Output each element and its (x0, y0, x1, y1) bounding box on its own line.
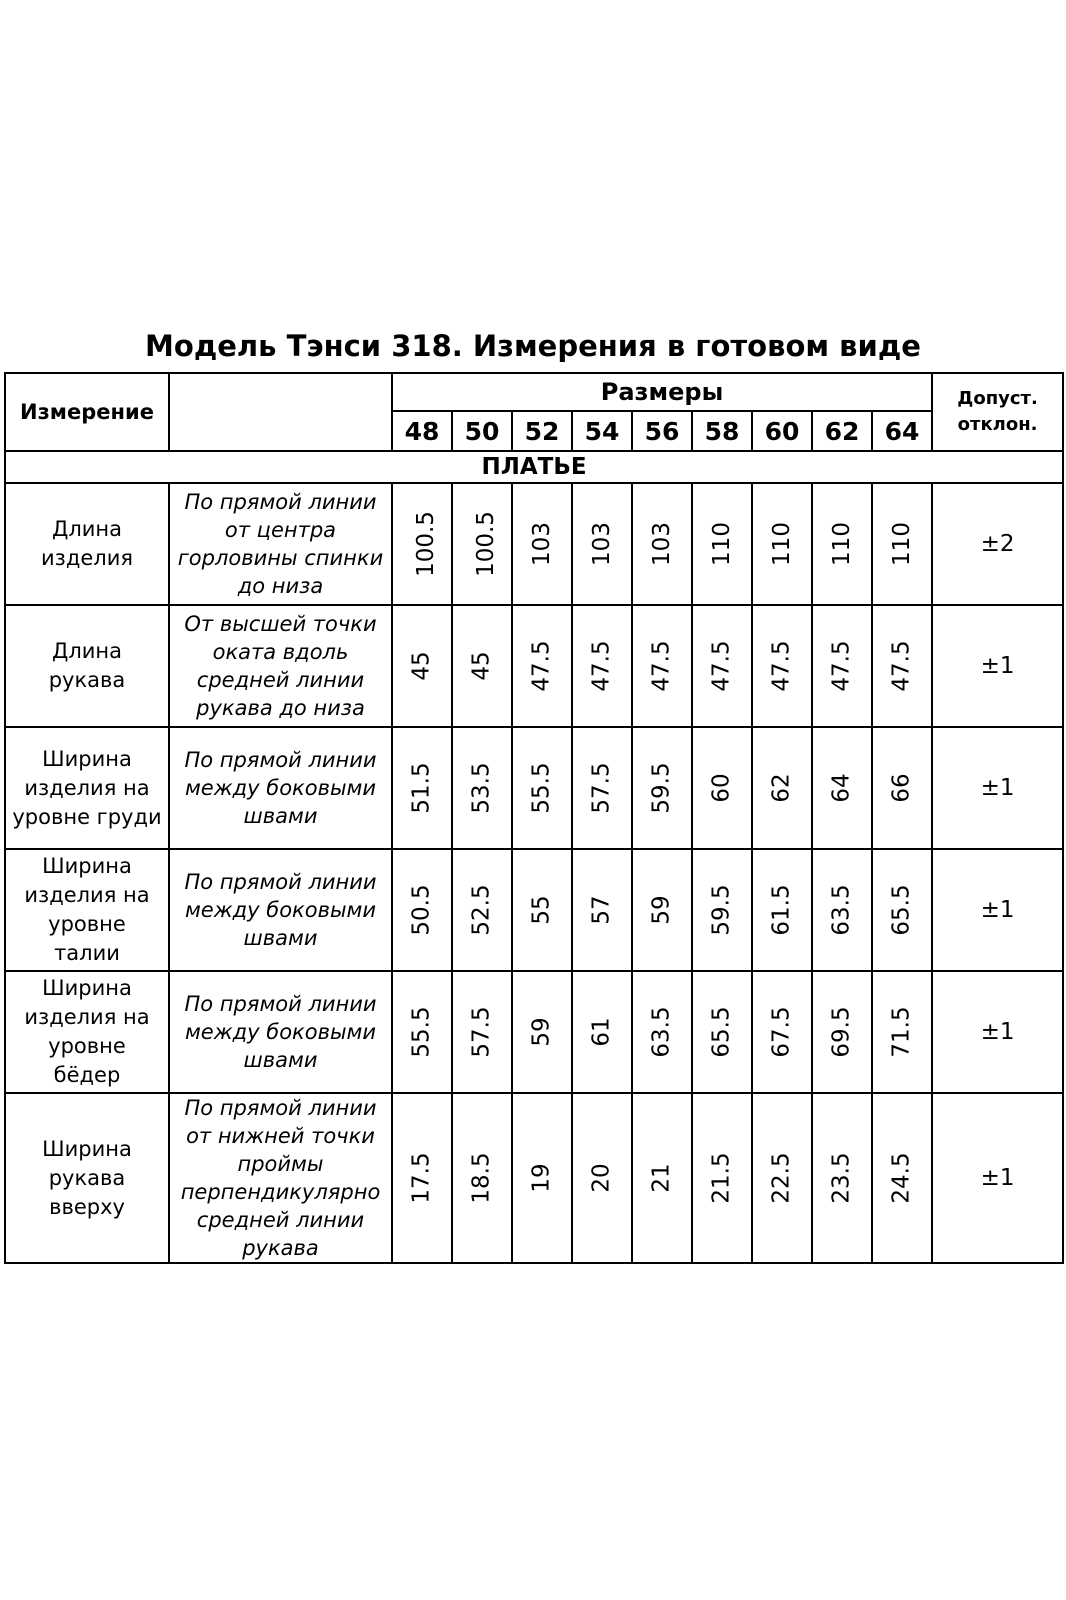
table-row (5, 1093, 1063, 1263)
table-row (5, 727, 1063, 849)
size-value: 59 (649, 895, 675, 925)
size-value-cell (452, 849, 512, 971)
measurement-name-line: изделия на (24, 1005, 150, 1029)
table-row (5, 483, 1063, 605)
tolerance-value: ±1 (932, 727, 1063, 849)
header-tolerance-line2: отклон. (957, 414, 1038, 435)
measurement-description-line: швами (243, 804, 318, 828)
size-value: 103 (649, 522, 675, 566)
page-title: Модель Тэнси 318. Измерения в готовом виде (145, 329, 921, 363)
size-value-cell (632, 971, 692, 1093)
size-value: 67.5 (769, 1006, 795, 1058)
size-header-cell: 60 (752, 411, 812, 451)
size-value-cell (692, 483, 752, 605)
size-value: 47.5 (709, 640, 735, 692)
size-value-cell (572, 849, 632, 971)
size-value: 100.5 (412, 511, 439, 577)
measurement-description-line: средней линии (196, 1208, 365, 1232)
size-value: 52.5 (469, 884, 495, 936)
size-value: 21 (649, 1163, 675, 1193)
measurement-name-line: Ширина (42, 1136, 132, 1161)
table-row (5, 971, 1063, 1093)
size-value: 66 (889, 773, 916, 803)
size-value-cell (812, 971, 872, 1093)
size-value: 47.5 (829, 640, 855, 692)
size-value: 21.5 (709, 1152, 735, 1204)
size-value: 24.5 (889, 1152, 916, 1204)
size-value-cell (872, 483, 932, 605)
size-value-cell (812, 605, 872, 727)
size-value-cell (452, 727, 512, 849)
size-value-cell (692, 727, 752, 849)
measurement-name-line: уровне (48, 912, 126, 936)
measurement-name-line: уровне (48, 1034, 126, 1058)
header-sizes: Размеры (392, 373, 932, 411)
measurement-name-line: Длина (51, 639, 123, 663)
size-value-cell (392, 1093, 452, 1263)
size-value: 59 (529, 1017, 555, 1047)
size-header-cell: 58 (692, 411, 752, 451)
size-value-cell (752, 971, 812, 1093)
size-value-cell (812, 1093, 872, 1263)
measurement-name (5, 483, 169, 605)
size-value-cell (752, 727, 812, 849)
size-value-cell (872, 849, 932, 971)
size-value-cell (692, 605, 752, 727)
size-value-cell (512, 605, 572, 727)
size-value: 22.5 (769, 1152, 795, 1204)
size-value-cell (752, 849, 812, 971)
size-value-cell (572, 605, 632, 727)
measurement-description-line: По прямой линии (184, 490, 377, 514)
measurement-name (5, 849, 169, 971)
size-value: 45 (469, 651, 495, 681)
size-value: 20 (589, 1163, 615, 1193)
size-value: 60 (709, 773, 735, 803)
measurement-description-line: По прямой линии (184, 1096, 377, 1120)
measurement-description (169, 483, 392, 605)
size-value-cell (392, 849, 452, 971)
size-value-cell (872, 971, 932, 1093)
measurement-name-line: уровне груди (12, 804, 162, 829)
measurement-description-line: средней линии (196, 668, 365, 692)
size-value-cell (812, 727, 872, 849)
measurement-description-line: По прямой линии (184, 992, 377, 1016)
measurement-description-line: По прямой линии (184, 870, 377, 894)
size-header-cell: 50 (452, 411, 512, 451)
measurement-description-line: между боковыми (184, 1020, 377, 1044)
size-header-cell: 54 (572, 411, 632, 451)
measurements-table (4, 372, 1064, 1264)
measurement-description-line: от центра (224, 518, 337, 542)
measurement-description (169, 1093, 392, 1263)
size-value-cell (512, 849, 572, 971)
size-value-cell (572, 727, 632, 849)
size-value-cell (752, 1093, 812, 1263)
size-value-cell (632, 605, 692, 727)
size-value: 110 (769, 522, 795, 566)
size-value: 55 (529, 895, 555, 925)
size-value-cell (632, 1093, 692, 1263)
measurement-name-line: Ширина (42, 854, 132, 878)
size-value: 23.5 (829, 1152, 855, 1204)
header-measurement: Измерение (5, 373, 169, 451)
size-value: 57.5 (589, 762, 615, 814)
measurement-description-line: проймы (237, 1152, 324, 1176)
size-value-cell (812, 849, 872, 971)
measurement-name (5, 605, 169, 727)
size-header-cell: 64 (872, 411, 932, 451)
size-value: 57 (589, 895, 615, 925)
size-value-cell (572, 971, 632, 1093)
size-value-cell (512, 971, 572, 1093)
tolerance-value: ±2 (932, 483, 1063, 605)
measurement-name-line: бёдер (53, 1063, 121, 1087)
measurement-description-line: оката вдоль (212, 640, 349, 664)
size-value: 110 (889, 522, 916, 566)
size-value-cell (632, 849, 692, 971)
size-value: 103 (589, 522, 615, 566)
size-value-cell (452, 971, 512, 1093)
measurement-name-line: изделия (41, 546, 133, 570)
size-value: 110 (709, 522, 735, 566)
size-value: 61 (589, 1017, 615, 1047)
size-value: 51.5 (409, 762, 435, 814)
size-value: 47.5 (649, 640, 675, 692)
size-value: 61.5 (769, 884, 795, 936)
header-tolerance-line1: Допуст. (957, 388, 1038, 409)
size-value: 47.5 (769, 640, 795, 692)
size-value: 53.5 (469, 762, 495, 814)
size-header-cell: 62 (812, 411, 872, 451)
size-value-cell (572, 483, 632, 605)
size-header-cell: 56 (632, 411, 692, 451)
size-value: 19 (529, 1163, 555, 1193)
measurement-name-line: рукава (48, 668, 126, 692)
size-value: 100.5 (472, 511, 499, 577)
measurement-name-line: изделия на (24, 775, 150, 800)
size-value-cell (452, 1093, 512, 1263)
measurement-description (169, 971, 392, 1093)
header-tolerance (932, 373, 1063, 451)
measurement-description (169, 605, 392, 727)
size-header-cell: 48 (392, 411, 452, 451)
size-value-cell (392, 727, 452, 849)
measurement-name-line: Ширина (42, 976, 132, 1000)
tolerance-value: ±1 (932, 971, 1063, 1093)
size-value-cell (452, 483, 512, 605)
size-value-cell (512, 483, 572, 605)
measurement-description-line: между боковыми (184, 898, 377, 922)
measurement-name-line: Длина (51, 517, 123, 541)
measurement-name-line: талии (54, 941, 120, 965)
size-value-cell (872, 727, 932, 849)
measurement-description-line: рукава до низа (196, 696, 365, 720)
table-row (5, 849, 1063, 971)
size-value: 18.5 (469, 1152, 495, 1204)
measurement-description-line: перпендикулярно (180, 1180, 381, 1204)
size-value: 55.5 (409, 1006, 435, 1058)
measurement-description-line: По прямой линии (184, 748, 377, 772)
size-value: 47.5 (889, 640, 916, 692)
size-value: 65.5 (709, 1006, 735, 1058)
size-value: 55.5 (529, 762, 555, 814)
size-value: 47.5 (529, 640, 555, 692)
measurement-name-line: вверху (49, 1194, 125, 1219)
size-value: 64 (829, 773, 855, 803)
size-value-cell (512, 727, 572, 849)
size-value-cell (812, 483, 872, 605)
measurement-name (5, 1093, 169, 1263)
size-value: 103 (529, 522, 555, 566)
size-value: 62 (769, 773, 795, 803)
size-value: 110 (829, 522, 855, 566)
size-value-cell (752, 605, 812, 727)
measurement-description-line: до низа (237, 574, 324, 598)
tolerance-value: ±1 (932, 1093, 1063, 1263)
size-value-cell (512, 1093, 572, 1263)
size-value-cell (692, 971, 752, 1093)
measurement-name (5, 727, 169, 849)
size-value: 69.5 (829, 1006, 855, 1058)
size-value: 65.5 (889, 884, 916, 936)
size-value-cell (572, 1093, 632, 1263)
size-value: 45 (409, 651, 435, 681)
size-header-cell: 52 (512, 411, 572, 451)
size-value: 47.5 (589, 640, 615, 692)
size-value-cell (632, 483, 692, 605)
size-value-cell (692, 1093, 752, 1263)
header-description-blank (169, 373, 392, 451)
size-value-cell (752, 483, 812, 605)
measurement-description-line: От высшей точки (184, 612, 377, 636)
size-value: 63.5 (829, 884, 855, 936)
measurement-name-line: изделия на (24, 883, 150, 907)
measurement-description-line: горловины спинки (177, 546, 384, 570)
section-title: ПЛАТЬЕ (5, 451, 1063, 483)
size-value-cell (392, 605, 452, 727)
size-value-cell (392, 483, 452, 605)
measurement-description-line: швами (243, 1048, 318, 1072)
measurement-description (169, 727, 392, 849)
tolerance-value: ±1 (932, 605, 1063, 727)
size-value-cell (872, 605, 932, 727)
size-value: 50.5 (409, 884, 435, 936)
tolerance-value: ±1 (932, 849, 1063, 971)
measurement-description-line: от нижней точки (186, 1124, 375, 1148)
size-value: 59.5 (709, 884, 735, 936)
size-value: 71.5 (889, 1006, 916, 1058)
size-value-cell (692, 849, 752, 971)
table-row (5, 605, 1063, 727)
measurement-description (169, 849, 392, 971)
measurement-name-line: Ширина (42, 746, 132, 771)
measurement-description-line: рукава (242, 1236, 319, 1260)
size-value: 59.5 (649, 762, 675, 814)
measurement-name (5, 971, 169, 1093)
size-value-cell (452, 605, 512, 727)
size-value-cell (632, 727, 692, 849)
size-value: 63.5 (649, 1006, 675, 1058)
size-value: 57.5 (469, 1006, 495, 1058)
measurement-name-line: рукава (48, 1165, 126, 1190)
size-value-cell (392, 971, 452, 1093)
measurement-description-line: между боковыми (184, 776, 377, 800)
measurement-description-line: швами (243, 926, 318, 950)
size-value-cell (872, 1093, 932, 1263)
size-value: 17.5 (409, 1152, 435, 1204)
